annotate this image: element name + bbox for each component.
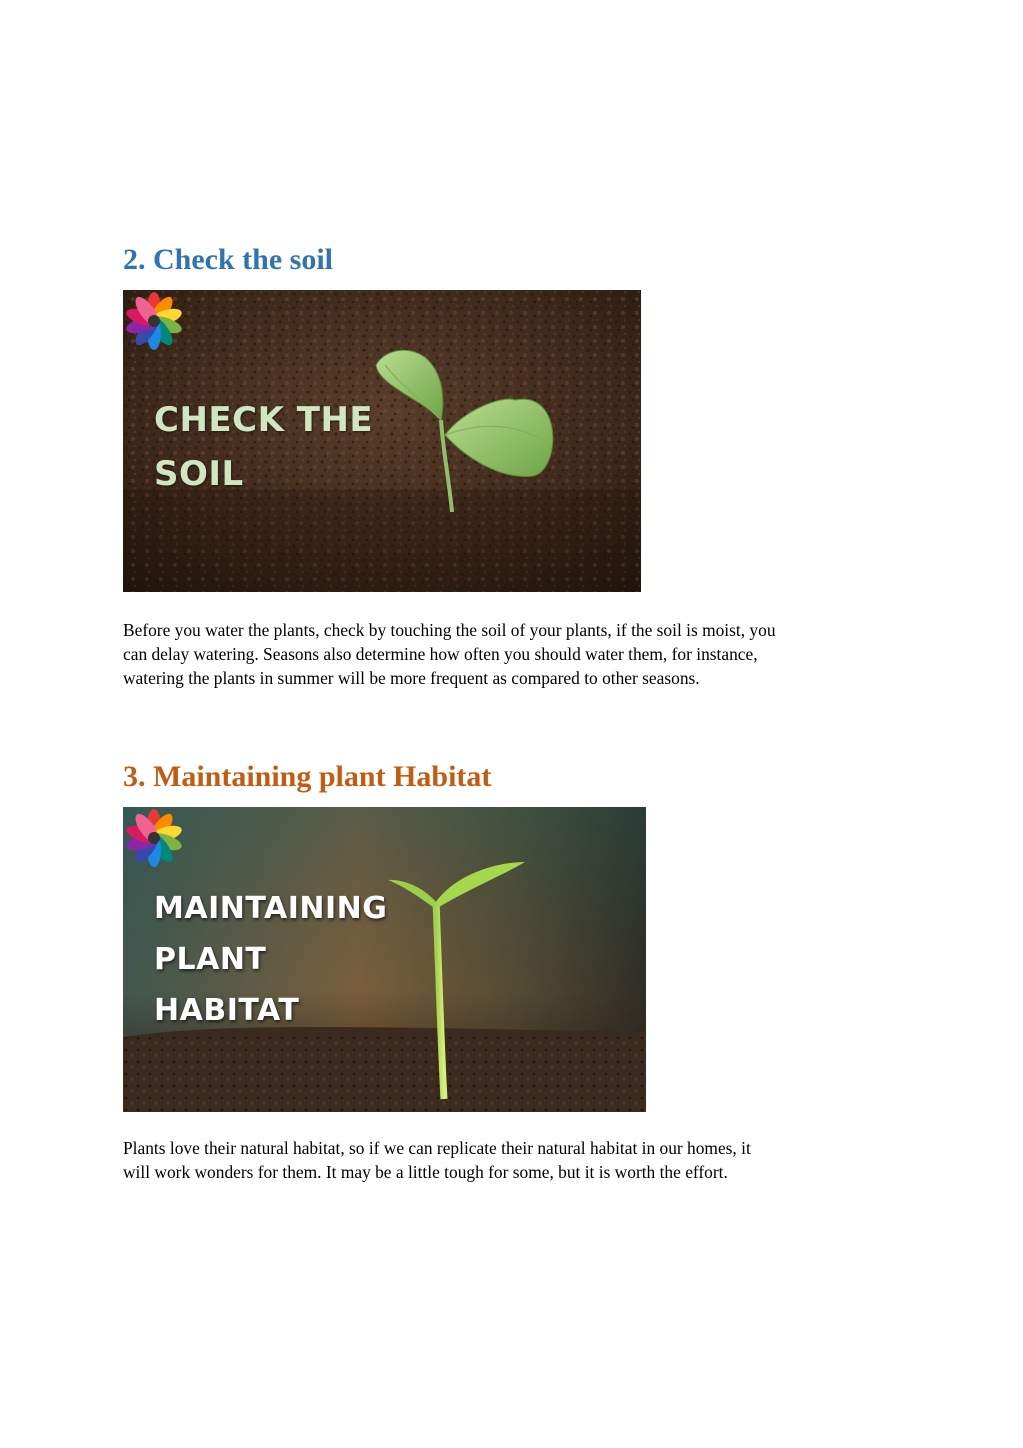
plant-habitat-paragraph <box>123 1136 913 1184</box>
check-soil-image <box>123 290 641 592</box>
image-caption-line: SOIL <box>154 454 244 494</box>
plant-habitat-image <box>123 807 646 1112</box>
paragraph-line: can delay watering. Seasons also determine how often you should water them, for instance, <box>123 644 758 664</box>
paragraph-line: watering the plants in summer will be more frequent as compared to other seasons. <box>123 668 700 688</box>
paragraph-line: Plants love their natural habitat, so if we can replicate their natural habitat in our homes, it <box>123 1138 751 1158</box>
section-heading-plant-habitat: 3. Maintaining plant Habitat <box>123 760 492 793</box>
rainbow-flower-logo-icon <box>123 807 185 869</box>
image-caption-line: HABITAT <box>154 993 300 1028</box>
image-caption-line: CHECK THE <box>154 400 374 440</box>
rainbow-flower-logo-icon <box>123 290 185 352</box>
section-heading-check-soil: 2. Check the soil <box>123 243 333 276</box>
paragraph-line: will work wonders for them. It may be a little tough for some, but it is worth the effort. <box>123 1162 728 1182</box>
image-caption-check-soil <box>154 393 373 501</box>
image-caption-plant-habitat <box>154 883 387 1036</box>
image-caption-line: PLANT <box>154 942 267 977</box>
check-soil-paragraph <box>123 618 913 690</box>
image-caption-line: MAINTAINING <box>154 891 388 926</box>
paragraph-line: Before you water the plants, check by touching the soil of your plants, if the soil is moist, you <box>123 620 776 640</box>
